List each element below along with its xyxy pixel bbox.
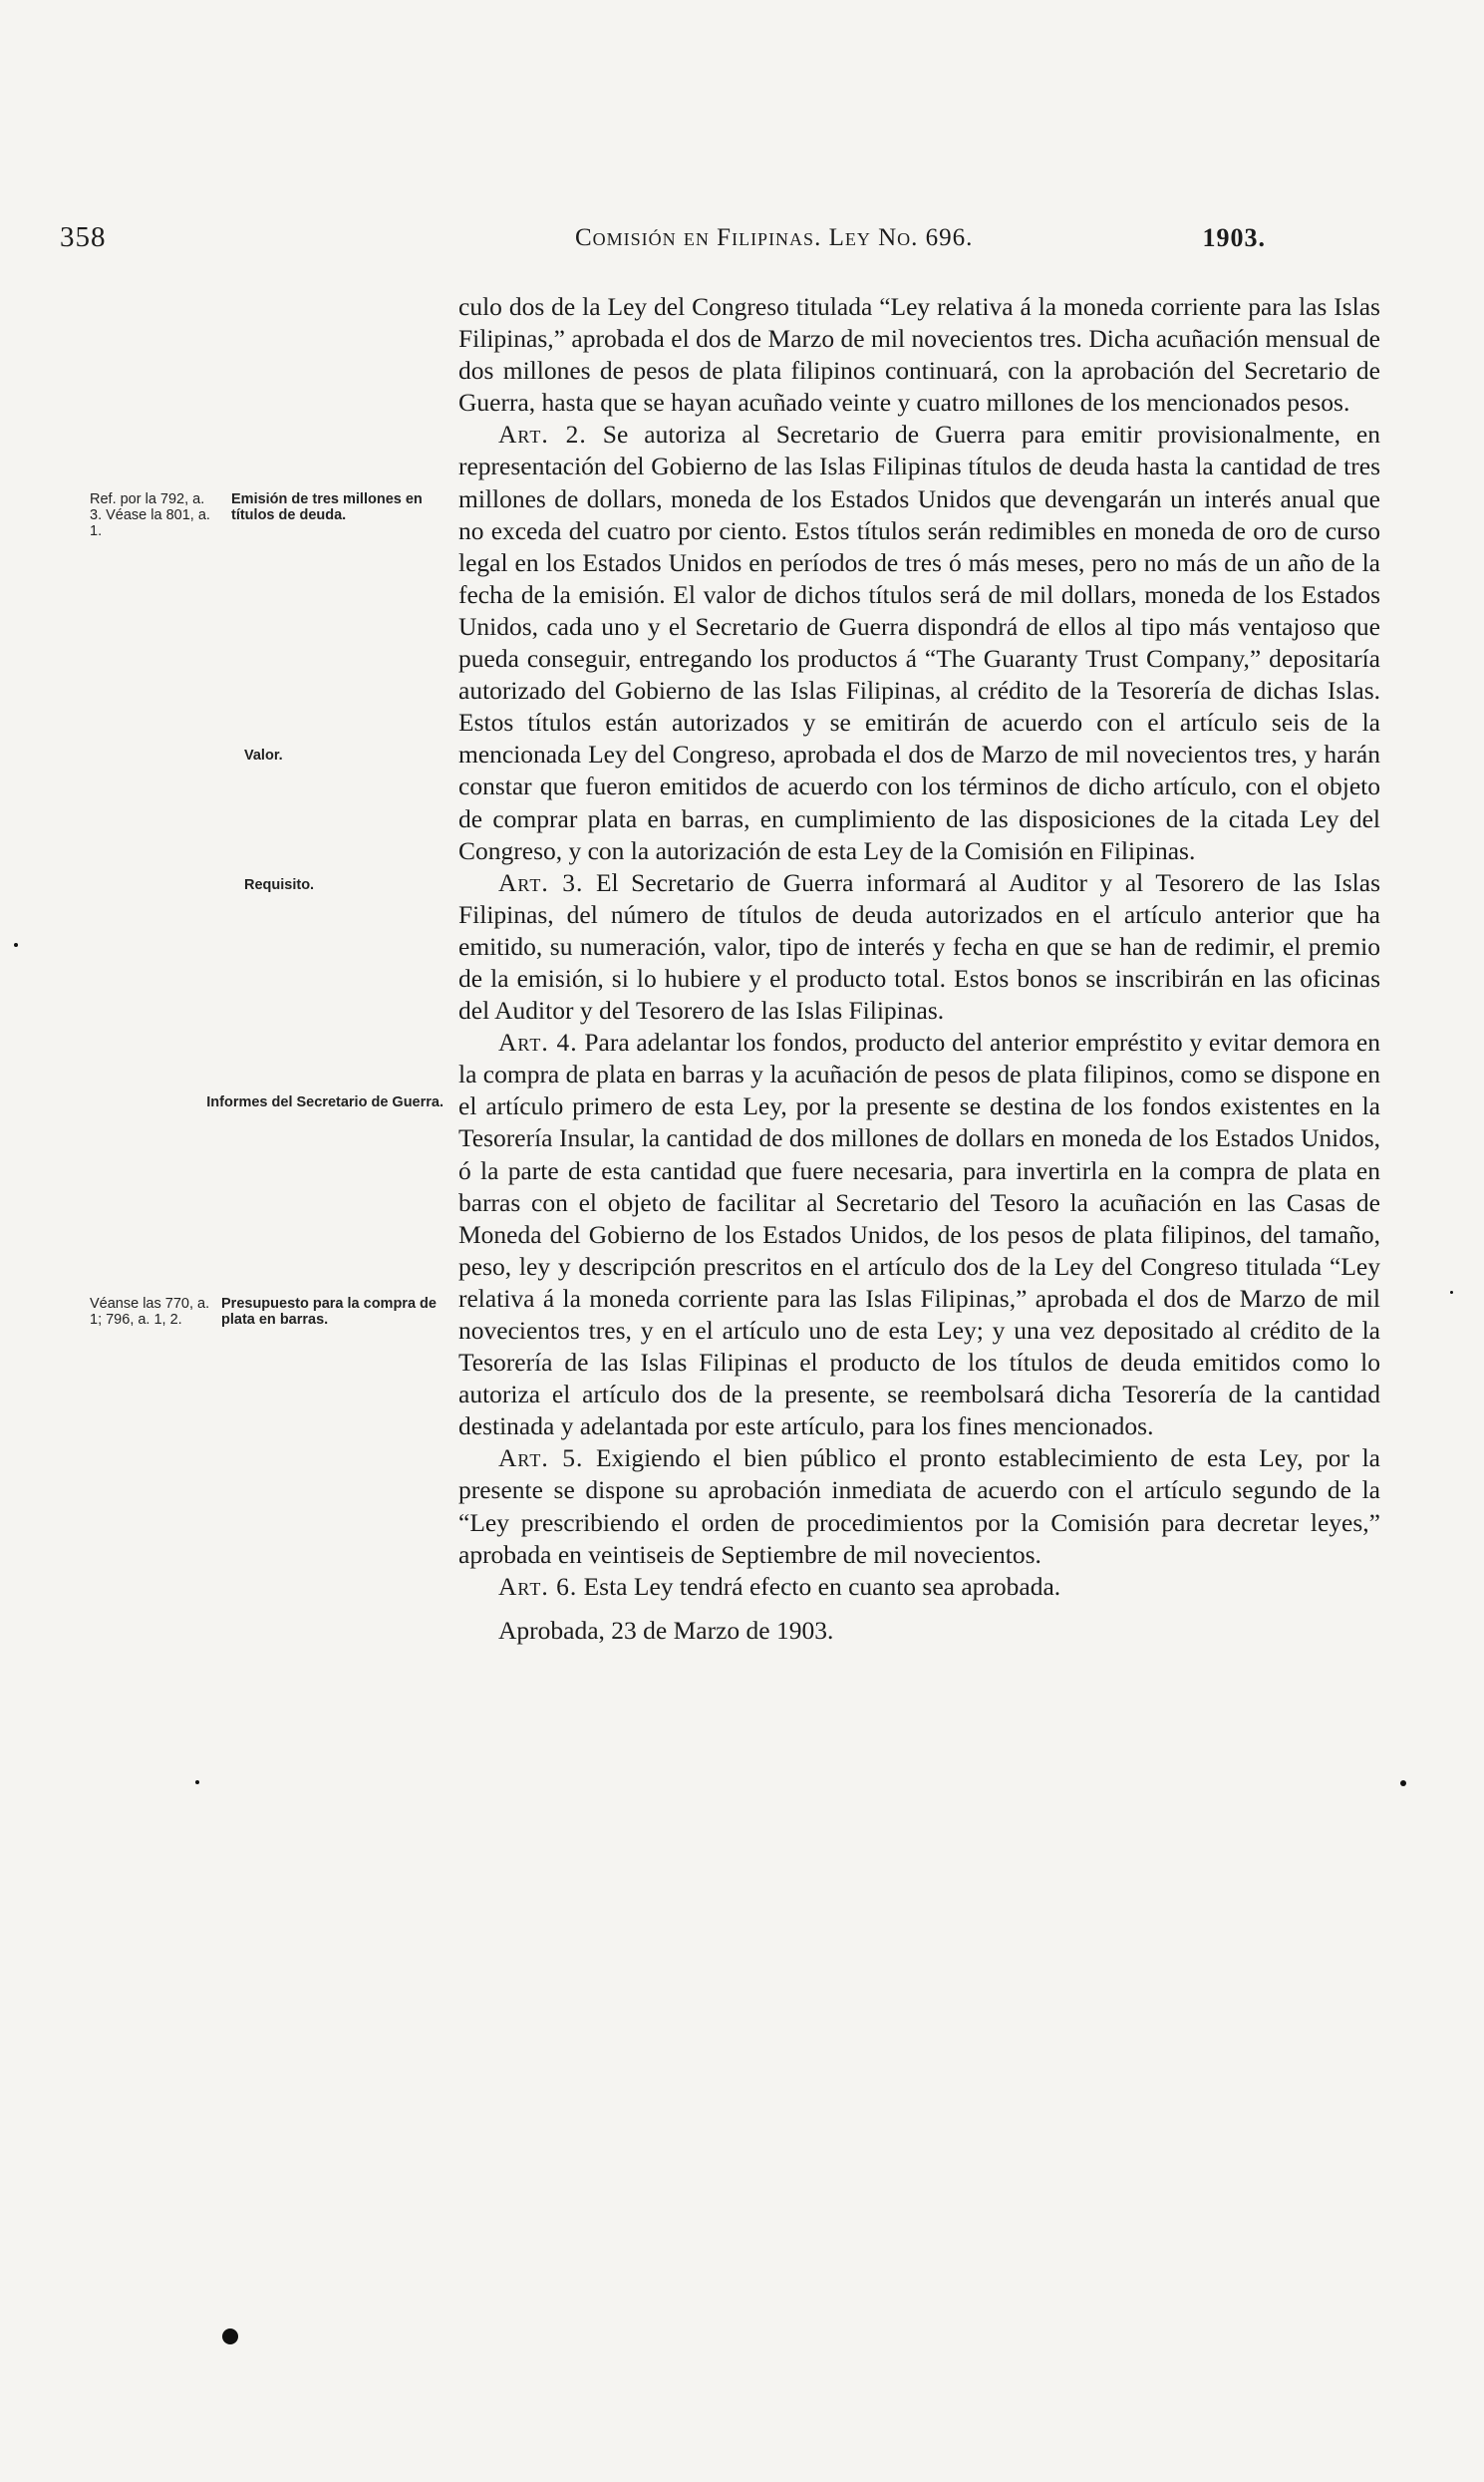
article-4-text: Para adelantar los fondos, producto del anterior empréstito y evitar demora en la compra de plata en barras y la acuñación de pesos de plata filipinos, como se dispone en el artículo primero de esta Ley, por la presente se destina de los fondos existentes en la Tesorería Insular, la cantidad de dos millones de dollars en moneda de los Estados Unidos, ó la parte de esta cantidad que fuere necesaria, para invertirla en la compra de plata en barras con el objeto de facilitar al Secretario del Tesoro la acuñación en las Casas de Moneda del Gobierno de los Estados Unidos, de los pesos de plata filipinos, del tamaño, peso, ley y descripción prescritos en el artículo dos de la Ley del Congreso titulada “Ley relativa á la moneda corriente para las Islas Filipinas,” aprobada el dos de Marzo de mil novecientos tres, y en el artículo uno de esta Ley; y una vez depositado al crédito de la Tesorería de las Islas Filipinas el producto de los títulos de deuda emitidos como lo autoriza el artículo dos de la presente, se reembolsará dicha Tesorería de la cantidad destinada y adelantada por este artículo, para los fines mencionados. [458,1028,1380,1441]
body-text [458,291,1380,1647]
header-year: 1903. [1202,223,1266,252]
article-6-text: Esta Ley tendrá efecto en cuanto sea aprobada. [583,1571,1061,1601]
scan-speck [1400,1780,1406,1786]
margin-note-presupuesto: Presupuesto para la compra de plata en barras. [221,1296,437,1328]
scan-speck [195,1780,199,1784]
approval-date: Aprobada, 23 de Marzo de 1903. [498,1615,834,1645]
article-5 [458,1442,1380,1570]
article-4 [458,1027,1380,1442]
article-6 [458,1571,1380,1603]
article-2-text: Se autoriza al Secretario de Guerra para emitir provisionalmente, en representación del Gobierno de las Islas Filipinas títulos de deuda hasta la cantidad de tres millones de dollars, moneda de los Estados Unidos que devengarán un interés anual que no exceda del cuatro por ciento. Estos títulos serán redimibles en moneda de oro de curso legal en los Estados Unidos en períodos de tres ó más meses, pero no más de un año de la fecha de la emisión. El valor de dichos títulos será de mil dollars, moneda de los Estados Unidos, cada uno y el Secretario de Guerra dispondrá de ellos al tipo más ventajoso que pueda conseguir, entregando los productos á “The Guaranty Trust Company,” depositaría autorizado del Gobierno de las Islas Filipinas, al crédito de la Tesorería de dichas Islas. Estos títulos están autorizados y se emitirán de acuerdo con el artículo seis de la mencionada Ley del Congreso, aprobada el dos de Marzo de mil novecientos tres, y harán constar que fueron emitidos de acuerdo con los términos de dicho artículo, con el objeto de comprar plata en barras, en cumplimiento de las disposiciones de la citada Ley del Congreso, y con la autorización de esta Ley de la Comisión en Filipinas. [458,420,1380,865]
scan-speck [14,943,18,947]
article-3 [458,867,1380,1027]
article-5-label: Art. 5. [498,1443,584,1473]
scan-speck [1450,1291,1453,1294]
article-3-text: El Secretario de Guerra informará al Auditor y al Tesorero de las Islas Filipinas, del número de títulos de deuda autorizados en el artículo anterior que ha emitido, su numeración, valor, tipo de interés y fecha en que se han de redimir, el premio de la emisión, si lo hubiere y el producto total. Estos bonos se inscribirán en las oficinas del Auditor y del Tesorero de las Islas Filipinas. [458,867,1380,1026]
margin-note-requisito: Requisito. [244,877,315,893]
article-6-label: Art. 6. [498,1571,578,1601]
margin-note-valor: Valor. [244,748,283,764]
page-header [60,221,1266,261]
margin-note-veanse: Véanse las 770, a. 1; 796, a. 1, 2. [90,1296,210,1328]
article-2-label: Art. 2. [498,420,587,450]
article-4-label: Art. 4. [498,1028,578,1058]
running-head: Comisión en Filipinas. Ley No. 696. [575,224,974,251]
article-2 [458,419,1380,866]
article-5-text: Exigiendo el bien público el pronto establecimiento de esta Ley, por la presente se dispone su aprobación inmediata de acuerdo con el artículo segundo de la “Ley prescribiendo el orden de procedimientos por la Comisión para decretar leyes,” aprobada en veintiseis de Septiembre de mil novecientos. [458,1443,1380,1569]
article-3-label: Art. 3. [498,867,584,897]
page-number: 358 [60,221,107,253]
paragraph-continuation: culo dos de la Ley del Congreso titulada “Ley relativa á la moneda corriente para las Islas Filipinas,” aprobada el dos de Marzo de mil novecientos tres. Dicha acuñación mensual de dos millones de pesos de plata filipinos continuará, con la aprobación del Secretario de Guerra, hasta que se hayan acuñado veinte y cuatro millones de los mencionados pesos. [458,292,1380,418]
margin-note-ref: Ref. por la 792, a. 3. Véase la 801, a. 1. [90,491,210,539]
ink-blot [222,2328,238,2344]
margin-note-informes: Informes del Secretario de Guerra. [206,1094,444,1110]
margin-note-emision: Emisión de tres millones en títulos de deuda. [231,491,423,523]
